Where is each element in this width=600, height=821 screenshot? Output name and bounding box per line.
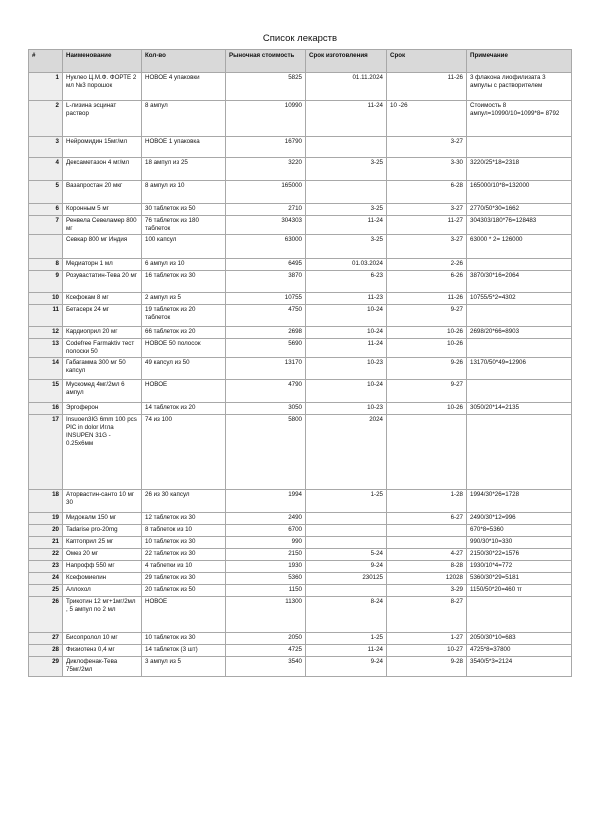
table-row [29, 271, 572, 293]
header-note: Примечание [467, 50, 572, 73]
row-number-cell: 13 [29, 339, 63, 358]
expiry-cell [387, 271, 467, 293]
name-cell: Эргоферон [63, 403, 142, 415]
note-cell: 3870/30*16=2064 [467, 271, 572, 293]
note-cell: 1994/30*26=1728 [467, 490, 572, 513]
row-number-cell: 16 [29, 403, 63, 415]
name-cell: Напрофф 550 мг [63, 561, 142, 573]
expiry-cell [387, 181, 467, 204]
expiry-text: 3-30 [450, 159, 463, 166]
row-number-cell: 24 [29, 573, 63, 585]
quantity-cell: 19 таблеток из 20 таблеток [142, 305, 226, 327]
name-cell: Дексаметазон 4 мг/мл [63, 158, 142, 181]
quantity-cell: НОВОЕ 4 упаковки [142, 73, 226, 101]
market-price-cell: 165000 [226, 181, 306, 204]
quantity-cell: 8 таблеток из 10 [142, 525, 226, 537]
table-row [29, 305, 572, 327]
header-name: Наименование [63, 50, 142, 73]
market-price-cell: 304303 [226, 216, 306, 235]
name-cell: Коронным 5 мг [63, 204, 142, 216]
manufacture-date-cell: 11-24 [306, 216, 387, 235]
market-price-cell: 2050 [226, 633, 306, 645]
table-row [29, 259, 572, 271]
expiry-cell [387, 339, 467, 358]
row-number-cell: 5 [29, 181, 63, 204]
note-cell: 2050/30*10=683 [467, 633, 572, 645]
market-price-cell: 2710 [226, 204, 306, 216]
expiry-text: 4-27 [450, 550, 463, 557]
expiry-cell [387, 403, 467, 415]
quantity-cell: НОВОЕ 1 упаковка [142, 137, 226, 158]
manufacture-date-cell: 3-25 [306, 235, 387, 259]
quantity-cell: 10 таблеток из 30 [142, 633, 226, 645]
name-cell: Диклофенак-Тева 75мг/2мл [63, 657, 142, 677]
note-cell: 304303/180*76=128483 [467, 216, 572, 235]
table-header-row [29, 50, 572, 73]
expiry-text: 11-27 [447, 217, 463, 224]
market-price-cell: 6700 [226, 525, 306, 537]
expiry-cell [387, 597, 467, 633]
name-cell: Вазапростан 20 мкг [63, 181, 142, 204]
name-cell: Севкар 800 мг Индия [63, 235, 142, 259]
row-number-cell: 19 [29, 513, 63, 525]
header-quantity: Кол-во [142, 50, 226, 73]
note-cell: 990/30*10=330 [467, 537, 572, 549]
quantity-cell: 20 таблеток из 50 [142, 585, 226, 597]
expiry-cell [387, 327, 467, 339]
name-cell: Розувастатин-Тева 20 мг [63, 271, 142, 293]
market-price-cell: 3220 [226, 158, 306, 181]
quantity-cell: 10 таблеток из 30 [142, 537, 226, 549]
quantity-cell: 49 капсул из 50 [142, 358, 226, 380]
manufacture-date-cell: 1-25 [306, 633, 387, 645]
name-cell: Мидокалм 150 мг [63, 513, 142, 525]
note-cell: 2698/20*66=8903 [467, 327, 572, 339]
table-row [29, 137, 572, 158]
manufacture-date-cell: 10-24 [306, 380, 387, 403]
table-row [29, 585, 572, 597]
manufacture-date-cell: 11-24 [306, 339, 387, 358]
note-cell: 63000 * 2= 126000 [467, 235, 572, 259]
table-row [29, 549, 572, 561]
market-price-cell: 990 [226, 537, 306, 549]
row-number-cell: 23 [29, 561, 63, 573]
expiry-cell [387, 633, 467, 645]
expiry-text-left: 10 -26 [390, 102, 408, 109]
expiry-cell [387, 549, 467, 561]
note-cell: 165000/10*8=132000 [467, 181, 572, 204]
row-number-cell: 29 [29, 657, 63, 677]
table-row [29, 597, 572, 633]
note-cell: 3540/5*3=2124 [467, 657, 572, 677]
market-price-cell: 3050 [226, 403, 306, 415]
expiry-text: 3-29 [450, 586, 463, 593]
quantity-cell: 74 из 100 [142, 415, 226, 490]
market-price-cell: 10755 [226, 293, 306, 305]
row-number-cell: 22 [29, 549, 63, 561]
table-row [29, 415, 572, 490]
quantity-cell: 16 таблеток из 30 [142, 271, 226, 293]
row-number-cell: 1 [29, 73, 63, 101]
table-row [29, 339, 572, 358]
table-row [29, 513, 572, 525]
quantity-cell: 29 таблеток из 30 [142, 573, 226, 585]
quantity-cell: НОВОЕ [142, 597, 226, 633]
table-row [29, 181, 572, 204]
market-price-cell: 5825 [226, 73, 306, 101]
expiry-text: 9-26 [450, 359, 463, 366]
table-row [29, 537, 572, 549]
expiry-text: 9-27 [450, 381, 463, 388]
row-number-cell: 26 [29, 597, 63, 633]
manufacture-date-cell: 2024 [306, 415, 387, 490]
note-cell: 3220/25*18=2318 [467, 158, 572, 181]
table-row [29, 101, 572, 137]
expiry-cell [387, 73, 467, 101]
note-cell: 13170/50*49=12906 [467, 358, 572, 380]
note-cell [467, 137, 572, 158]
manufacture-date-cell: 9-24 [306, 561, 387, 573]
quantity-cell: 22 таблеток из 30 [142, 549, 226, 561]
note-cell: Стоимость 8 ампул=10990/10=1099*8= 8792 [467, 101, 572, 137]
expiry-cell [387, 380, 467, 403]
expiry-text: 12028 [445, 574, 463, 581]
name-cell: L-лизина эсцинат раствор [63, 101, 142, 137]
row-number-cell: 2 [29, 101, 63, 137]
quantity-cell: 2 ампул из 5 [142, 293, 226, 305]
expiry-cell [387, 235, 467, 259]
manufacture-date-cell [306, 585, 387, 597]
note-cell [467, 415, 572, 490]
table-row [29, 235, 572, 259]
expiry-cell [387, 657, 467, 677]
expiry-text: 2-26 [450, 260, 463, 267]
manufacture-date-cell: 11-24 [306, 101, 387, 137]
expiry-text: 3-27 [450, 236, 463, 243]
name-cell: Нуклео Ц.М.Ф. ФОРТЕ 2 мл №3 порошок [63, 73, 142, 101]
manufacture-date-cell: 01.11.2024 [306, 73, 387, 101]
market-price-cell: 4790 [226, 380, 306, 403]
quantity-cell: 18 ампул из 25 [142, 158, 226, 181]
manufacture-date-cell [306, 537, 387, 549]
manufacture-date-cell: 11-24 [306, 645, 387, 657]
manufacture-date-cell: 10-24 [306, 327, 387, 339]
market-price-cell: 13170 [226, 358, 306, 380]
expiry-cell [387, 204, 467, 216]
expiry-cell [387, 158, 467, 181]
row-number-cell: 15 [29, 380, 63, 403]
note-cell: 2770/50*30=1662 [467, 204, 572, 216]
expiry-cell [387, 513, 467, 525]
expiry-text: 11-26 [447, 74, 463, 81]
expiry-cell [387, 305, 467, 327]
table-row [29, 573, 572, 585]
expiry-text: 6-26 [450, 272, 463, 279]
note-cell: 2150/30*22=1576 [467, 549, 572, 561]
market-price-cell: 3870 [226, 271, 306, 293]
name-cell: Омез 20 мг [63, 549, 142, 561]
market-price-cell: 3540 [226, 657, 306, 677]
name-cell: Аллохол [63, 585, 142, 597]
row-number-cell: 10 [29, 293, 63, 305]
row-number-cell: 12 [29, 327, 63, 339]
expiry-text: 11-26 [447, 294, 463, 301]
expiry-text: 3-27 [450, 138, 463, 145]
manufacture-date-cell: 3-25 [306, 204, 387, 216]
note-cell: 670*8=5360 [467, 525, 572, 537]
manufacture-date-cell: 01.03.2024 [306, 259, 387, 271]
note-cell: 3050/20*14=2135 [467, 403, 572, 415]
quantity-cell: НОВОЕ 50 полосок [142, 339, 226, 358]
manufacture-date-cell [306, 181, 387, 204]
name-cell: Габагамма 300 мг 50 капсул [63, 358, 142, 380]
note-cell [467, 597, 572, 633]
name-cell: Бетасерк 24 мг [63, 305, 142, 327]
page-title: Список лекарств [262, 33, 338, 44]
market-price-cell: 4725 [226, 645, 306, 657]
expiry-cell [387, 585, 467, 597]
market-price-cell: 10990 [226, 101, 306, 137]
expiry-cell [387, 216, 467, 235]
table-row [29, 525, 572, 537]
name-cell: Аторвастин-санто 10 мг 30 [63, 490, 142, 513]
note-cell: 10755/5*2=4302 [467, 293, 572, 305]
name-cell: Codefree Farmaktiv тест полоски 50 [63, 339, 142, 358]
expiry-cell [387, 645, 467, 657]
name-cell: Физиотенз 0,4 мг [63, 645, 142, 657]
row-number-cell: 20 [29, 525, 63, 537]
row-number-cell [29, 235, 63, 259]
manufacture-date-cell: 230125 [306, 573, 387, 585]
manufacture-date-cell: 3-25 [306, 158, 387, 181]
manufacture-date-cell: 6-23 [306, 271, 387, 293]
manufacture-date-cell: 11-23 [306, 293, 387, 305]
manufacture-date-cell: 10-23 [306, 403, 387, 415]
expiry-text: 9-27 [450, 306, 463, 313]
table-row [29, 633, 572, 645]
quantity-cell: НОВОЕ [142, 380, 226, 403]
market-price-cell: 2490 [226, 513, 306, 525]
manufacture-date-cell: 8-24 [306, 597, 387, 633]
table-body [29, 73, 572, 677]
manufacture-date-cell: 10-23 [306, 358, 387, 380]
name-cell: Ксефокам 8 мг [63, 293, 142, 305]
expiry-text: 9-28 [450, 658, 463, 665]
expiry-cell [387, 537, 467, 549]
name-cell: Insuoen3IG 6mm 100 pcs PIC in dolor Игла INSUPEN 31G - 0.25х6мм [63, 415, 142, 490]
table-row [29, 158, 572, 181]
quantity-cell: 76 таблеток из 180 таблеток [142, 216, 226, 235]
expiry-text: 1-28 [450, 491, 463, 498]
name-cell: Трикотин 12 мг+1мг/2мл , 5 ампул по 2 мл [63, 597, 142, 633]
row-number-cell: 9 [29, 271, 63, 293]
quantity-cell: 14 таблеток (3 шт) [142, 645, 226, 657]
quantity-cell: 4 таблетки из 10 [142, 561, 226, 573]
name-cell: Ренвела Севеламер 800 мг [63, 216, 142, 235]
table-row [29, 204, 572, 216]
market-price-cell: 2698 [226, 327, 306, 339]
manufacture-date-cell: 9-24 [306, 657, 387, 677]
table-row [29, 403, 572, 415]
note-cell: 3 флакона лиофилизата 3 ампулы с растворителем [467, 73, 572, 101]
table-row [29, 561, 572, 573]
expiry-text: 10-26 [447, 328, 463, 335]
manufacture-date-cell [306, 513, 387, 525]
expiry-cell [387, 358, 467, 380]
table-row [29, 380, 572, 403]
expiry-text: 6-28 [450, 182, 463, 189]
expiry-text: 3-27 [450, 205, 463, 212]
expiry-cell [387, 525, 467, 537]
name-cell: Кардиоприл 20 мг [63, 327, 142, 339]
row-number-cell: 28 [29, 645, 63, 657]
expiry-text: 1-27 [450, 634, 463, 641]
name-cell: Мускомед 4мг/2мл 6 ампул [63, 380, 142, 403]
expiry-text: 10-27 [447, 646, 463, 653]
expiry-text: 10-26 [447, 404, 463, 411]
header-market-price: Рыночная стоимость [226, 50, 306, 73]
market-price-cell: 1150 [226, 585, 306, 597]
expiry-text: 10-26 [447, 340, 463, 347]
expiry-cell [387, 561, 467, 573]
expiry-cell [387, 259, 467, 271]
header-number: # [29, 50, 63, 73]
row-number-cell: 6 [29, 204, 63, 216]
row-number-cell: 8 [29, 259, 63, 271]
note-cell [467, 305, 572, 327]
expiry-text: 6-27 [450, 514, 463, 521]
expiry-cell [387, 415, 467, 490]
row-number-cell: 14 [29, 358, 63, 380]
note-cell [467, 259, 572, 271]
expiry-cell [387, 490, 467, 513]
market-price-cell: 4750 [226, 305, 306, 327]
row-number-cell: 17 [29, 415, 63, 490]
row-number-cell: 3 [29, 137, 63, 158]
name-cell: Медиаторн 1 мл [63, 259, 142, 271]
market-price-cell: 5690 [226, 339, 306, 358]
row-number-cell: 18 [29, 490, 63, 513]
expiry-text: 8-28 [450, 562, 463, 569]
quantity-cell: 26 из 30 капсул [142, 490, 226, 513]
note-cell: 4725*8=37800 [467, 645, 572, 657]
expiry-text: 8-27 [450, 598, 463, 605]
market-price-cell: 11300 [226, 597, 306, 633]
row-number-cell: 11 [29, 305, 63, 327]
header-expiry: Срок [387, 50, 467, 73]
name-cell: Каптоприл 25 мг [63, 537, 142, 549]
quantity-cell: 3 ампул из 5 [142, 657, 226, 677]
note-cell [467, 380, 572, 403]
market-price-cell: 16790 [226, 137, 306, 158]
name-cell: Ксефомиелин [63, 573, 142, 585]
manufacture-date-cell: 5-24 [306, 549, 387, 561]
table-row [29, 645, 572, 657]
table-row [29, 216, 572, 235]
quantity-cell: 100 капсул [142, 235, 226, 259]
expiry-cell [387, 293, 467, 305]
row-number-cell: 25 [29, 585, 63, 597]
table-row [29, 490, 572, 513]
note-cell: 1930/10*4=772 [467, 561, 572, 573]
quantity-cell: 30 таблеток из 50 [142, 204, 226, 216]
row-number-cell: 21 [29, 537, 63, 549]
table-row [29, 358, 572, 380]
market-price-cell: 1994 [226, 490, 306, 513]
name-cell: Бисопролол 10 мг [63, 633, 142, 645]
manufacture-date-cell [306, 525, 387, 537]
market-price-cell: 2150 [226, 549, 306, 561]
note-cell: 1150/50*20=460 тг [467, 585, 572, 597]
note-cell [467, 339, 572, 358]
quantity-cell: 66 таблеток из 20 [142, 327, 226, 339]
market-price-cell: 6495 [226, 259, 306, 271]
name-cell: Нейромидин 15мг/мл [63, 137, 142, 158]
table-row [29, 657, 572, 677]
header-manufacture-date: Срок изготовления [306, 50, 387, 73]
row-number-cell: 27 [29, 633, 63, 645]
row-number-cell: 4 [29, 158, 63, 181]
expiry-cell [387, 101, 467, 137]
table-row [29, 327, 572, 339]
name-cell: Tadarise pro-20mg [63, 525, 142, 537]
row-number-cell: 7 [29, 216, 63, 235]
medicine-table [28, 49, 572, 677]
expiry-cell [387, 573, 467, 585]
quantity-cell: 8 ампул [142, 101, 226, 137]
quantity-cell: 8 ампул из 10 [142, 181, 226, 204]
quantity-cell: 14 таблеток из 20 [142, 403, 226, 415]
note-cell: 2490/30*12=996 [467, 513, 572, 525]
quantity-cell: 6 ампул из 10 [142, 259, 226, 271]
market-price-cell: 5800 [226, 415, 306, 490]
table-row [29, 73, 572, 101]
quantity-cell: 12 таблеток из 30 [142, 513, 226, 525]
manufacture-date-cell: 10-24 [306, 305, 387, 327]
manufacture-date-cell: 1-25 [306, 490, 387, 513]
market-price-cell: 1930 [226, 561, 306, 573]
expiry-cell [387, 137, 467, 158]
market-price-cell: 63000 [226, 235, 306, 259]
market-price-cell: 5360 [226, 573, 306, 585]
manufacture-date-cell [306, 137, 387, 158]
table-row [29, 293, 572, 305]
note-cell: 5360/30*29=5181 [467, 573, 572, 585]
